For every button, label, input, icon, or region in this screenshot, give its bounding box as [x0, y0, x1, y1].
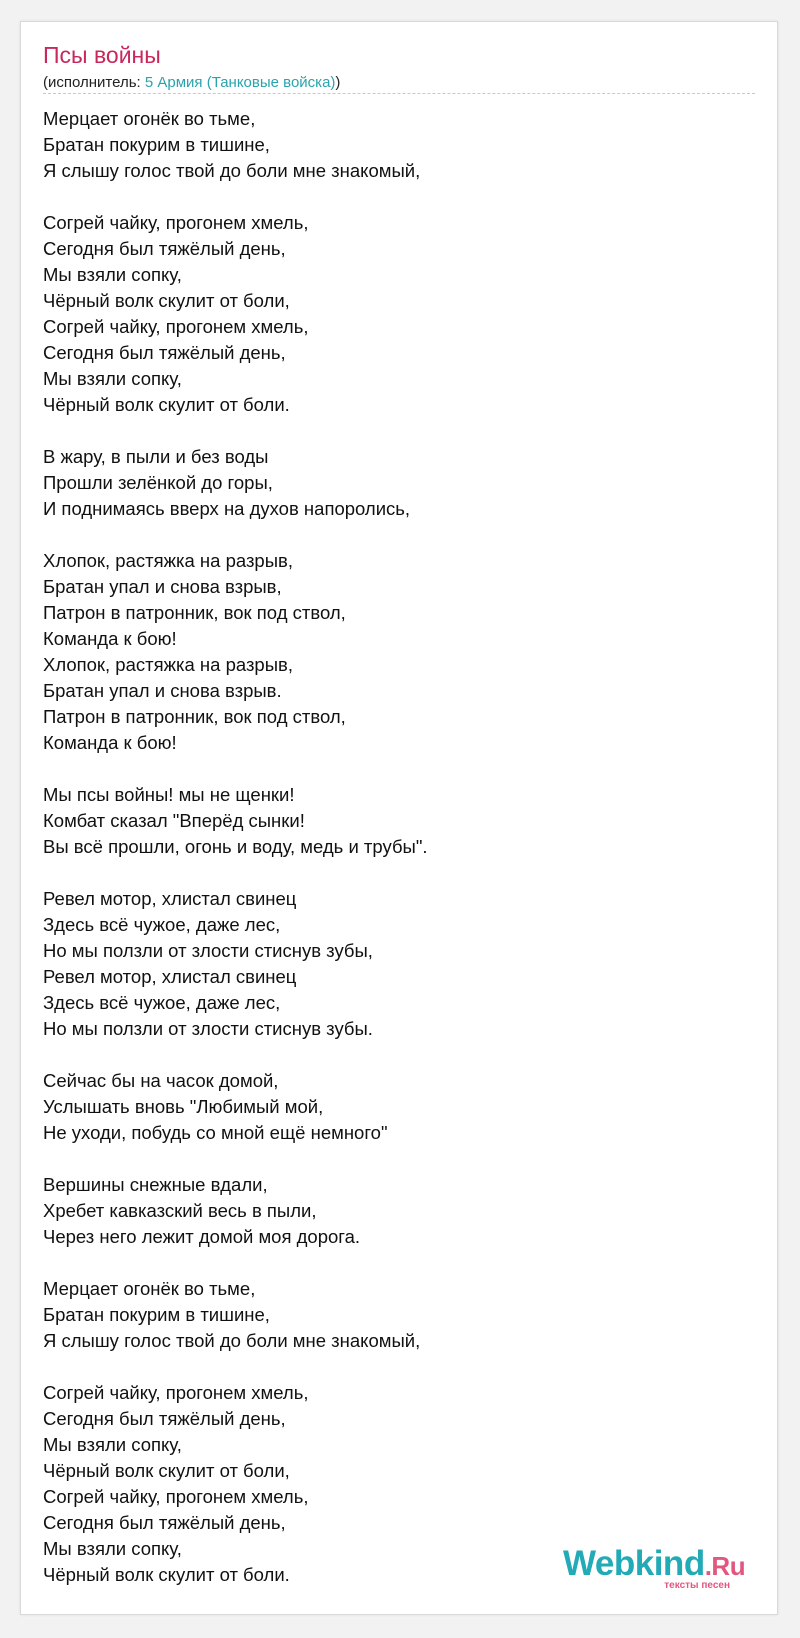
lyrics-stanza: [43, 1172, 428, 1250]
lyric-line: Мы псы войны! мы не щенки!: [43, 784, 295, 805]
logo-tagline: тексты песен: [664, 1580, 730, 1591]
lyric-line: Хлопок, растяжка на разрыв,: [43, 654, 293, 675]
lyric-line: Сегодня был тяжёлый день,: [43, 342, 286, 363]
artist-link[interactable]: 5 Армия (Танковые войска): [144, 74, 336, 91]
lyric-line: Ревел мотор, хлистал свинец: [43, 966, 297, 987]
lyrics-stanza: [43, 548, 428, 756]
lyrics-stanza: [43, 1276, 428, 1354]
lyric-line: Сейчас бы на часок домой,: [43, 1070, 279, 1091]
lyric-line: Братан покурим в тишине,: [43, 134, 270, 155]
lyrics-card: [20, 21, 778, 1615]
lyric-line: Прошли зелёнкой до горы,: [43, 472, 273, 493]
lyric-line: Вы всё прошли, огонь и воду, медь и трубы".: [43, 836, 428, 857]
lyric-line: Услышать вновь "Любимый мой,: [43, 1096, 324, 1117]
lyric-line: Сегодня был тяжёлый день,: [43, 1512, 286, 1533]
lyric-line: Чёрный волк скулит от боли,: [43, 290, 290, 311]
lyric-line: Мы взяли сопку,: [43, 1538, 182, 1559]
lyric-line: В жару, в пыли и без воды: [43, 446, 269, 467]
lyric-line: Я слышу голос твой до боли мне знакомый,: [43, 160, 421, 181]
lyrics-stanza: [43, 886, 428, 1042]
lyric-line: Согрей чайку, прогонем хмель,: [43, 316, 309, 337]
lyric-line: Вершины снежные вдали,: [43, 1174, 268, 1195]
lyric-line: Хребет кавказский весь в пыли,: [43, 1200, 317, 1221]
lyric-line: Через него лежит домой моя дорога.: [43, 1226, 361, 1247]
lyric-line: Патрон в патронник, вок под ствол,: [43, 706, 346, 727]
lyric-line: Чёрный волк скулит от боли.: [43, 394, 290, 415]
lyric-line: Я слышу голос твой до боли мне знакомый,: [43, 1330, 421, 1351]
lyrics-stanza: [43, 782, 428, 860]
lyric-line: Чёрный волк скулит от боли.: [43, 1564, 290, 1585]
logo-name: Webkind: [563, 1544, 705, 1583]
lyrics-stanza: [43, 210, 428, 418]
lyrics-body: [43, 106, 428, 1614]
lyric-line: Согрей чайку, прогонем хмель,: [43, 1486, 309, 1507]
lyric-line: Здесь всё чужое, даже лес,: [43, 992, 281, 1013]
lyric-line: Братан упал и снова взрыв,: [43, 576, 282, 597]
song-title: Псы войны: [43, 42, 161, 68]
lyric-line: Патрон в патронник, вок под ствол,: [43, 602, 346, 623]
lyric-line: Мерцает огонёк во тьме,: [43, 108, 256, 129]
lyric-line: Мы взяли сопку,: [43, 1434, 182, 1455]
artist-line: [43, 74, 340, 92]
lyric-line: Сегодня был тяжёлый день,: [43, 238, 286, 259]
divider: [43, 93, 755, 94]
lyric-line: Братан покурим в тишине,: [43, 1304, 270, 1325]
lyrics-stanza: [43, 1380, 428, 1588]
lyrics-stanza: [43, 1068, 428, 1146]
lyric-line: Команда к бою!: [43, 732, 177, 753]
lyric-line: Но мы ползли от злости стиснув зубы,: [43, 940, 373, 961]
lyric-line: Мерцает огонёк во тьме,: [43, 1278, 256, 1299]
lyrics-stanza: [43, 444, 428, 522]
lyric-line: Ревел мотор, хлистал свинец: [43, 888, 297, 909]
lyric-line: Команда к бою!: [43, 628, 177, 649]
logo-tld: .Ru: [704, 1551, 746, 1581]
artist-suffix: ): [335, 74, 341, 91]
webkind-logo[interactable]: [563, 1546, 763, 1596]
lyric-line: Сегодня был тяжёлый день,: [43, 1408, 286, 1429]
lyric-line: Мы взяли сопку,: [43, 368, 182, 389]
lyric-line: Братан упал и снова взрыв.: [43, 680, 282, 701]
lyric-line: Хлопок, растяжка на разрыв,: [43, 550, 293, 571]
lyric-line: Чёрный волк скулит от боли,: [43, 1460, 290, 1481]
lyric-line: Комбат сказал "Вперёд сынки!: [43, 810, 305, 831]
lyric-line: Но мы ползли от злости стиснув зубы.: [43, 1018, 373, 1039]
lyric-line: Мы взяли сопку,: [43, 264, 182, 285]
lyrics-stanza: [43, 106, 428, 184]
lyric-line: Согрей чайку, прогонем хмель,: [43, 1382, 309, 1403]
lyric-line: И поднимаясь вверх на духов напоролись,: [43, 498, 411, 519]
artist-prefix: (исполнитель:: [43, 74, 145, 91]
lyric-line: Согрей чайку, прогонем хмель,: [43, 212, 309, 233]
lyric-line: Здесь всё чужое, даже лес,: [43, 914, 281, 935]
lyric-line: Не уходи, побудь со мной ещё немного": [43, 1122, 388, 1143]
